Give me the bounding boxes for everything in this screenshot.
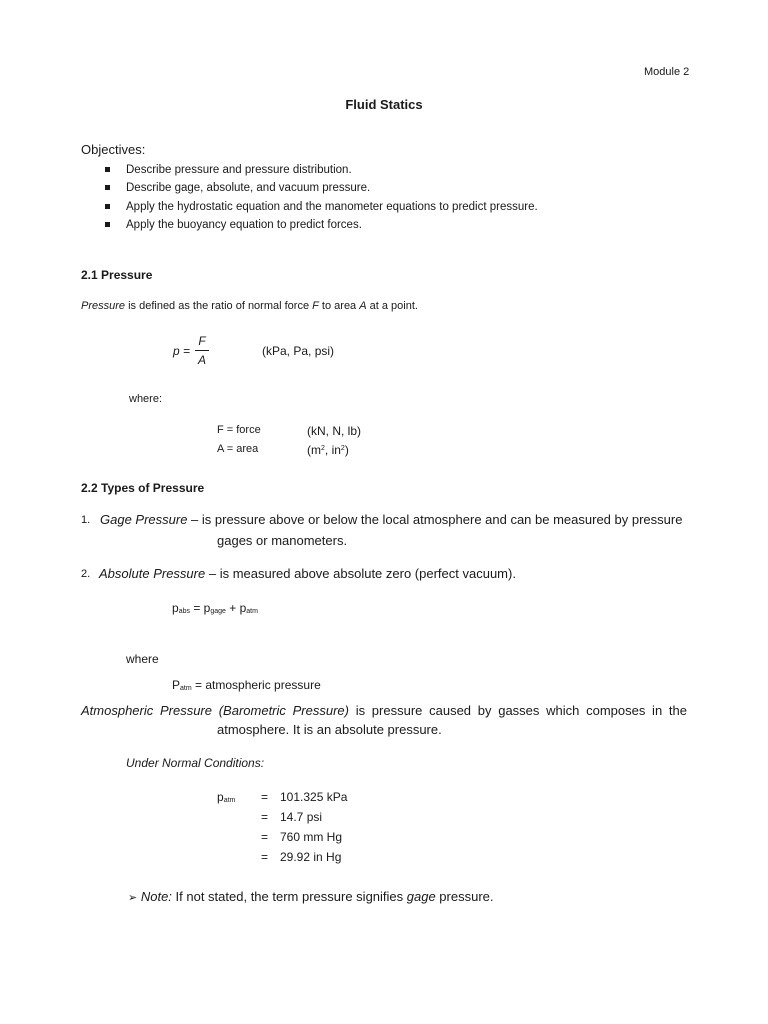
item-number-1: 1.: [81, 514, 91, 526]
var-area: A = area: [217, 443, 259, 455]
absolute-pressure-definition: Absolute Pressure – is measured above absolute zero (perfect vacuum).: [99, 566, 516, 581]
section-heading-pressure: 2.1 Pressure: [81, 268, 153, 282]
arrow-bullet-icon: ➢: [128, 892, 138, 904]
list-item: Describe gage, absolute, and vacuum pressure.: [104, 179, 538, 197]
bullet-icon: [105, 185, 110, 190]
list-item: Apply the buoyancy equation to predict forces.: [104, 216, 538, 234]
page-title: Fluid Statics: [345, 97, 423, 112]
patm-symbol: $p_{atm}$: [217, 790, 236, 804]
module-label: Module 2: [644, 66, 690, 78]
where-label-2: where: [126, 652, 159, 666]
pressure-definition: Pressure is defined as the ratio of normal force F to area A at a point.: [81, 300, 418, 312]
where-label: where:: [129, 393, 163, 405]
bullet-icon: [105, 167, 110, 172]
fraction-denominator: A: [197, 353, 206, 367]
atmospheric-pressure-definition: Atmospheric Pressure (Barometric Pressure) is pressure caused by gasses which composes in the: [81, 703, 687, 718]
conv-equals: =: [261, 790, 269, 804]
normal-conditions-heading: Under Normal Conditions:: [126, 756, 265, 770]
var-force-units: (kN, N, lb): [307, 424, 361, 438]
objectives-list: [104, 161, 538, 234]
conv-equals: =: [261, 830, 269, 844]
objectives-heading: Objectives:: [81, 142, 146, 157]
var-area-units: ($m^2$, $in^2$): [307, 443, 349, 457]
bullet-icon: [105, 222, 110, 227]
equation-units: (kPa, Pa, psi): [262, 344, 335, 358]
absolute-pressure-equation: $p_{abs} = p_{gage} + p_{atm}$: [172, 601, 258, 615]
gage-pressure-definition: Gage Pressure – is pressure above or below the local atmosphere and can be measured by pressure: [100, 512, 683, 527]
fraction-bar: [195, 350, 209, 351]
conversion-value: 14.7 psi: [280, 810, 323, 824]
var-force: F = force: [217, 424, 261, 436]
conversion-value: 29.92 in Hg: [280, 850, 342, 864]
fraction-numerator: F: [198, 334, 206, 348]
pressure-fraction: [195, 334, 209, 368]
conversion-value: 760 mm Hg: [280, 830, 343, 844]
bullet-icon: [105, 204, 110, 209]
atmospheric-pressure-continuation: atmosphere. It is an absolute pressure.: [217, 722, 442, 737]
item-number-2: 2.: [81, 568, 91, 580]
list-item: Apply the hydrostatic equation and the manometer equations to predict pressure.: [104, 198, 538, 216]
section-heading-types: 2.2 Types of Pressure: [81, 481, 205, 495]
conversion-value: 101.325 kPa: [280, 790, 348, 804]
equation-lhs: p =: [173, 344, 191, 358]
patm-definition: $P_{atm}$ = atmospheric pressure: [172, 678, 321, 692]
conv-equals: =: [261, 810, 269, 824]
note: ➢ Note: If not stated, the term pressure signifies gage pressure.: [128, 889, 494, 904]
conv-equals: =: [261, 850, 269, 864]
list-item: Describe pressure and pressure distribution.: [104, 161, 538, 179]
gage-pressure-continuation: gages or manometers.: [217, 533, 348, 548]
